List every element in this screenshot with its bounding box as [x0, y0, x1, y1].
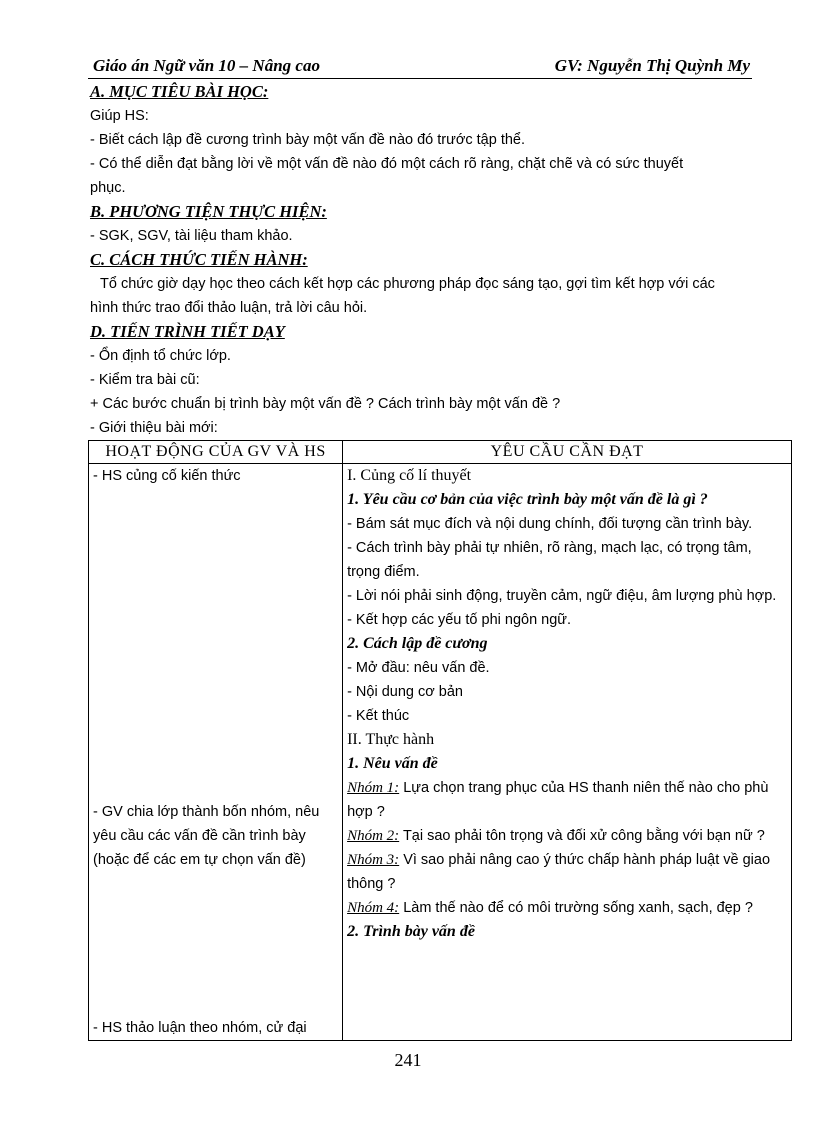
group-item [347, 848, 787, 896]
table-row [89, 464, 792, 1041]
column-header-requirements: YÊU CẦU CẦN ĐẠT [343, 441, 792, 464]
group-text: Làm thế nào để có môi trường sống xanh, sạch, đẹp ? [399, 900, 753, 916]
section-d-title: D. TIẾN TRÌNH TIẾT DẠY [90, 322, 285, 341]
section-a-intro: Giúp HS: [90, 108, 149, 124]
header-teacher: GV: Nguyễn Thị Quỳnh My [554, 56, 750, 75]
practice-heading: II. Thực hành [347, 731, 435, 748]
requirement-item: - Cách trình bày phải tự nhiên, rõ ràng, mạch lạc, có trọng tâm, trọng điểm. [347, 540, 752, 580]
group-text: Lựa chọn trang phục của HS thanh niên thế nào cho phù hợp ? [347, 780, 769, 820]
question-heading: 1. Yêu cầu cơ bản của việc trình bày một vấn đề là gì ? [347, 491, 708, 508]
section-c-line: hình thức trao đổi thảo luận, trả lời câu hỏi. [90, 300, 368, 316]
section-a-item: - Có thể diễn đạt bằng lời về một vấn đề nào đó một cách rõ ràng, chặt chẽ và có sức thuyết [90, 156, 684, 172]
column-header-activities: HOẠT ĐỘNG CỦA GV VÀ HS [89, 441, 343, 464]
section-b-title: B. PHƯƠNG TIỆN THỰC HIỆN: [90, 202, 327, 221]
activities-cell [89, 464, 343, 1041]
section-d-item: - Giới thiệu bài mới: [90, 420, 218, 436]
page-number: 241 [394, 1050, 422, 1070]
presentation-heading: 2. Trình bày vấn đề [347, 923, 475, 940]
section-a-item: - Biết cách lập đề cương trình bày một vấn đề nào đó trước tập thể. [90, 132, 525, 148]
group-item [347, 824, 787, 848]
section-c-line: Tổ chức giờ dạy học theo cách kết hợp các phương pháp đọc sáng tạo, gợi tìm kết hợp với các [100, 276, 715, 292]
activity-group-assignment: - GV chia lớp thành bốn nhóm, nêu yêu cầu các vấn đề cần trình bày (hoặc để các em tự chọn vấn đề) [93, 804, 320, 868]
header-course: Giáo án Ngữ văn 10 – Nâng cao [93, 56, 320, 75]
table-header-row [89, 441, 792, 464]
section-d-item: + Các bước chuẩn bị trình bày một vấn đề ? Cách trình bày một vấn đề ? [90, 396, 561, 412]
outline-heading: 2. Cách lập đề cương [347, 635, 488, 652]
section-d-item: - Ổn định tổ chức lớp. [90, 348, 231, 364]
group-item [347, 896, 787, 920]
outline-item: - Kết thúc [347, 708, 410, 724]
theory-heading: I. Củng cố lí thuyết [347, 467, 472, 484]
issue-heading: 1. Nêu vấn đề [347, 755, 438, 772]
group-item [347, 776, 787, 824]
requirements-cell [343, 464, 792, 1041]
requirement-item: - Kết hợp các yếu tố phi ngôn ngữ. [347, 612, 572, 628]
group-text: Vì sao phải nâng cao ý thức chấp hành pháp luật về giao thông ? [347, 852, 771, 892]
group-label: Nhóm 4: [347, 900, 400, 916]
section-a-title: A. MỤC TIÊU BÀI HỌC: [90, 82, 269, 101]
section-d-item: - Kiểm tra bài cũ: [90, 372, 200, 388]
section-b-item: - SGK, SGV, tài liệu tham khảo. [90, 228, 293, 244]
requirement-item: - Bám sát mục đích và nội dung chính, đối tượng cần trình bày. [347, 516, 753, 532]
requirement-item: - Lời nói phải sinh động, truyền cảm, ngữ điệu, âm lượng phù hợp. [347, 588, 777, 604]
activity-table [88, 440, 792, 1041]
group-label: Nhóm 2: [347, 828, 400, 844]
section-c-title: C. CÁCH THỨC TIẾN HÀNH: [90, 250, 308, 269]
group-label: Nhóm 1: [347, 780, 400, 796]
section-a-item: phục. [90, 180, 126, 196]
page-header [88, 56, 752, 79]
activity-review: - HS củng cố kiến thức [93, 468, 241, 484]
lesson-body [90, 80, 790, 440]
outline-item: - Mở đầu: nêu vấn đề. [347, 660, 490, 676]
group-label: Nhóm 3: [347, 852, 400, 868]
activity-discussion: - HS thảo luận theo nhóm, cử đại [93, 1020, 307, 1036]
outline-item: - Nội dung cơ bản [347, 684, 463, 700]
group-text: Tại sao phải tôn trọng và đối xử công bằng với bạn nữ ? [399, 828, 765, 844]
